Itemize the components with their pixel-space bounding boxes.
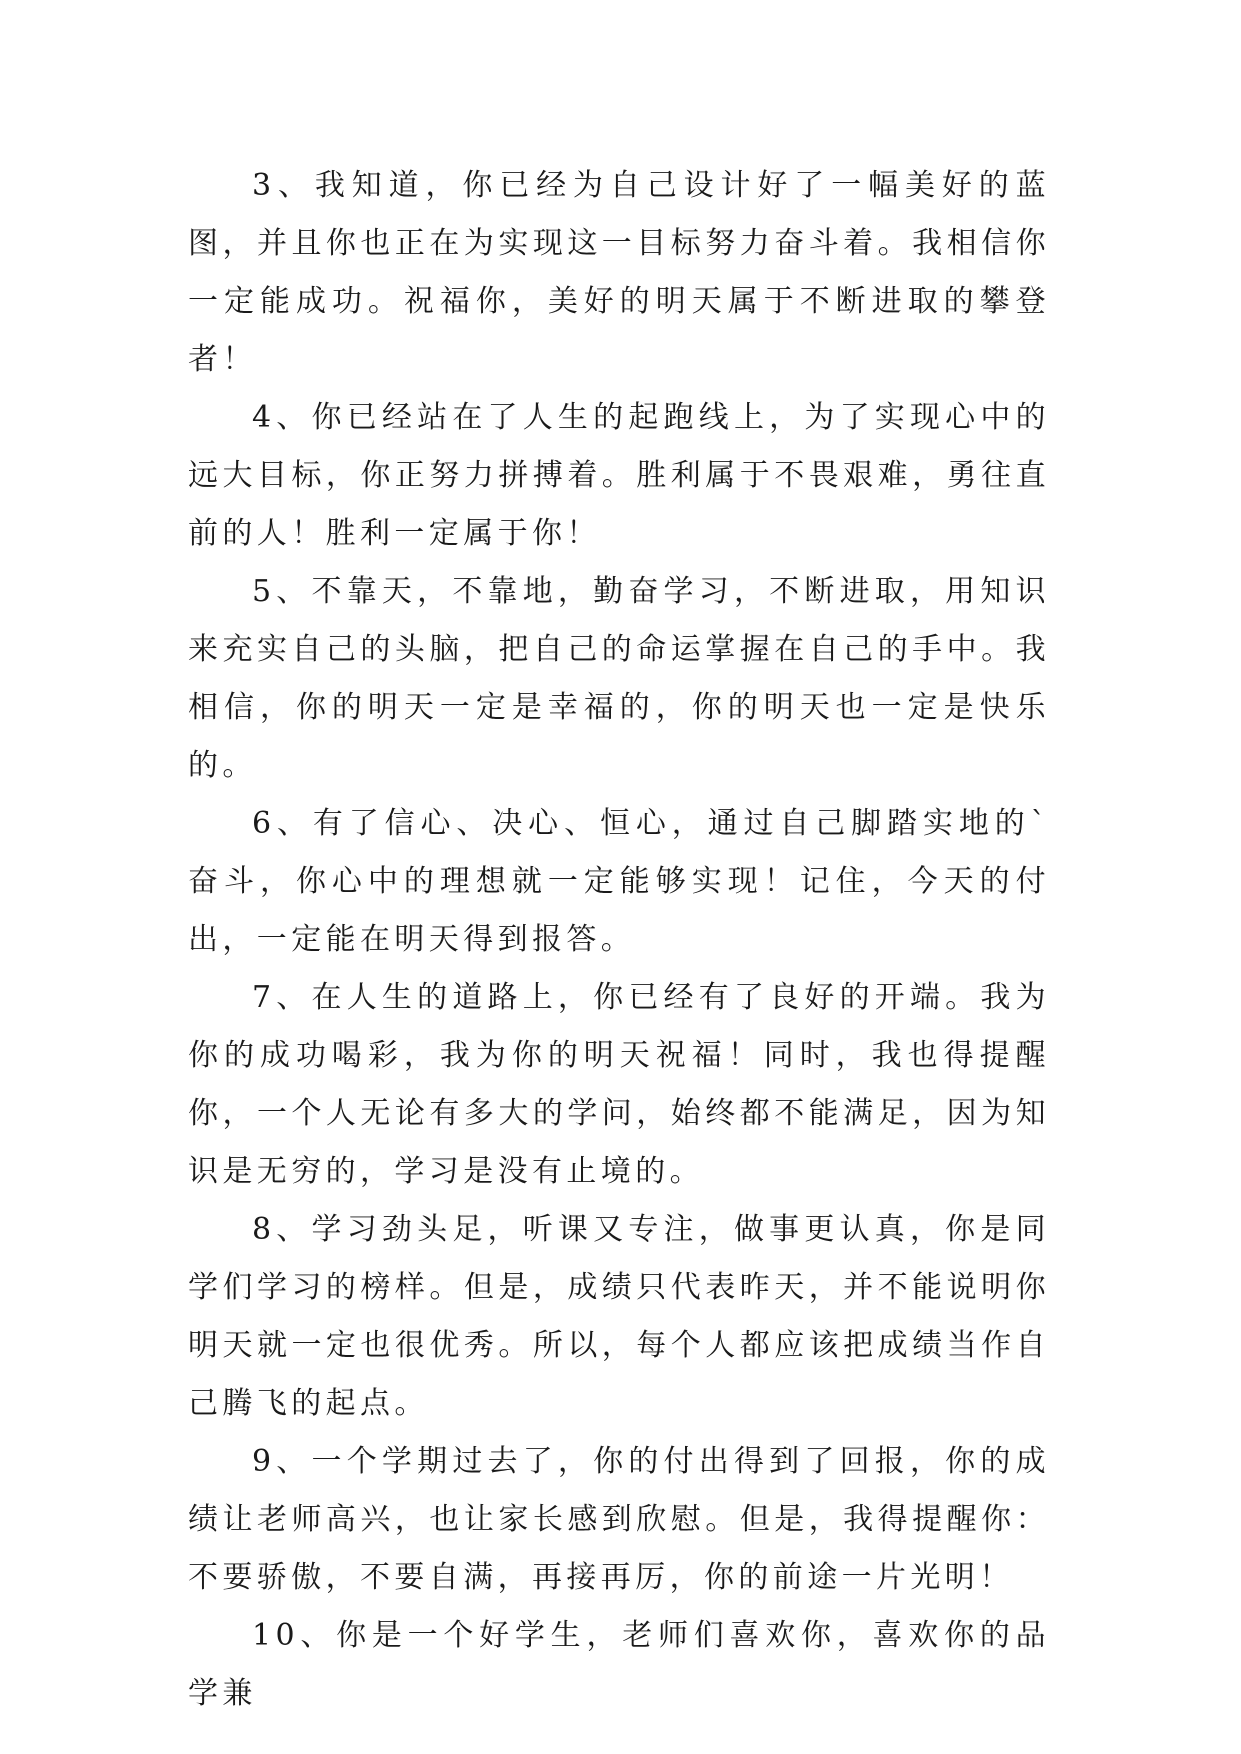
paragraph-3: 3、我知道，你已经为自己设计好了一幅美好的蓝图，并且你也正在为实现这一目标努力奋斗着。我相信你一定能成功。祝福你，美好的明天属于不断进取的攀登者！ [188,168,1050,377]
paragraph-6: 6、有了信心、决心、恒心，通过自己脚踏实地的`奋斗，你心中的理想就一定能够实现！记住，今天的付出，一定能在明天得到报答。 [188,806,1050,957]
paragraph-9: 9、一个学期过去了，你的付出得到了回报，你的成绩让老师高兴，也让家长感到欣慰。但是，我得提醒你：不要骄傲，不要自满，再接再厉，你的前途一片光明！ [188,1444,1050,1595]
document-body [188,157,1050,1723]
paragraph-4: 4、你已经站在了人生的起跑线上，为了实现心中的远大目标，你正努力拼搏着。胜利属于不畏艰难，勇往直前的人！胜利一定属于你！ [188,400,1050,551]
paragraph-8: 8、学习劲头足，听课又专注，做事更认真，你是同学们学习的榜样。但是，成绩只代表昨天，并不能说明你明天就一定也很优秀。所以，每个人都应该把成绩当作自己腾飞的起点。 [188,1212,1050,1421]
paragraph-5: 5、不靠天，不靠地，勤奋学习，不断进取，用知识来充实自己的头脑，把自己的命运掌握在自己的手中。我相信，你的明天一定是幸福的，你的明天也一定是快乐的。 [188,574,1050,783]
paragraph-7: 7、在人生的道路上，你已经有了良好的开端。我为你的成功喝彩，我为你的明天祝福！同时，我也得提醒你，一个人无论有多大的学问，始终都不能满足，因为知识是无穷的，学习是没有止境的。 [188,980,1050,1189]
paragraph-10: 10、你是一个好学生，老师们喜欢你，喜欢你的品学兼 [188,1618,1050,1711]
